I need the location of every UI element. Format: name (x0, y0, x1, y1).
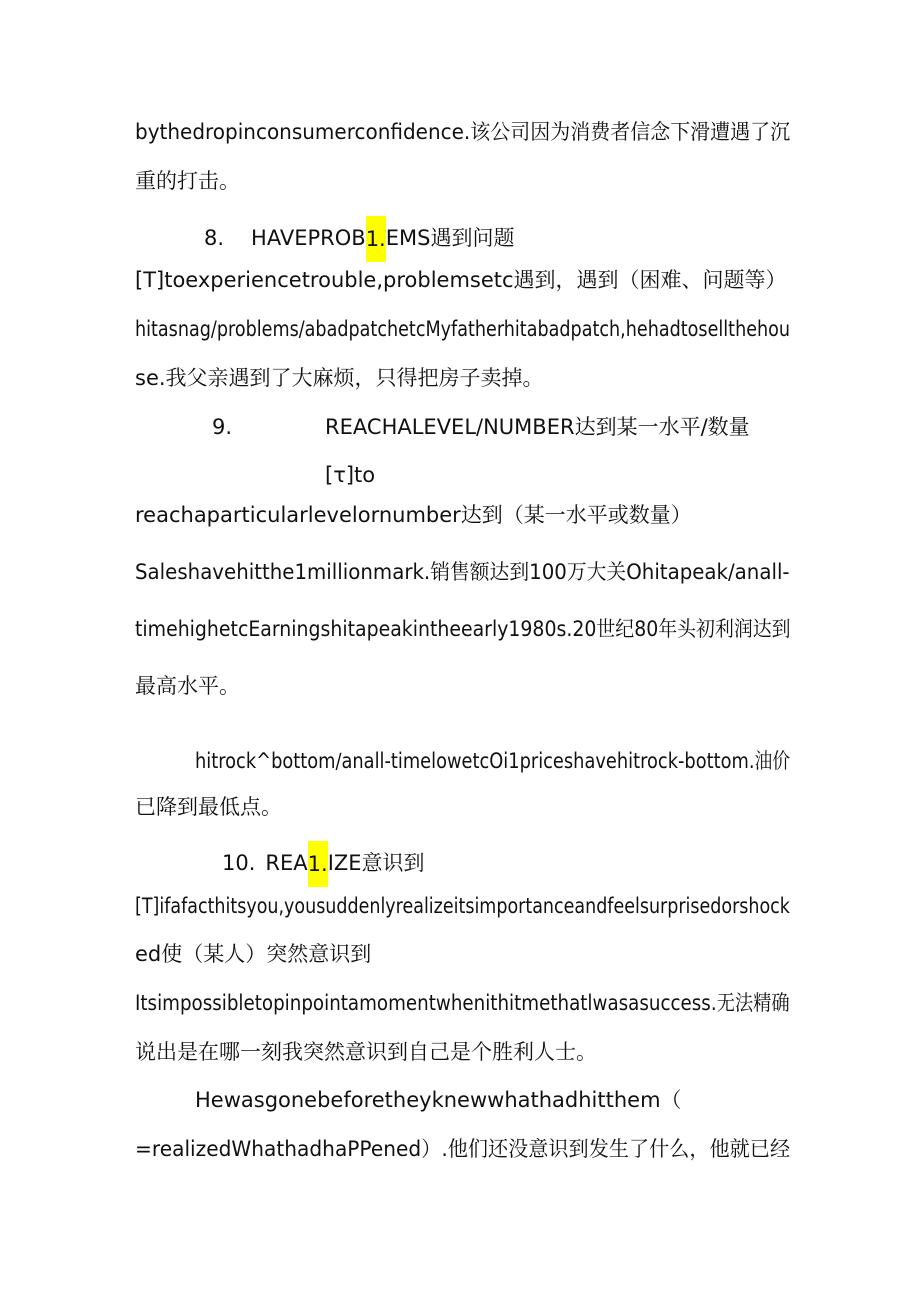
heading-number: 9. (212, 415, 233, 439)
heading-text: HAVEPROB (251, 226, 366, 250)
paragraph-line: hitrock^bottom∕anall-timelowetcOi1priceshavehitrock-bottom.油价 (195, 749, 791, 773)
heading-text: REACHALEVEL/NUMBER达到某一水平/数量 (325, 415, 750, 439)
paragraph-line: [T]ifafacthitsyou,yousuddenlyrealizeitsimportanceandfeelsurprisedorshock (135, 894, 790, 918)
paragraph-line: Hewasgonebeforetheyknewwhathadhitthem（ (195, 1088, 682, 1112)
highlight-mark: 1. (366, 216, 386, 262)
paragraph-line: ed使（某人）突然意识到 (135, 942, 372, 966)
paragraph-line: se.我父亲遇到了大麻烦，只得把房子卖掉。 (135, 366, 544, 390)
paragraph-line: Saleshavehitthe1millionmark.销售额达到100万大关Ohitapeak/anall- (135, 560, 790, 584)
paragraph-line: 说出是在哪一刻我突然意识到自己是个胜利人士。 (135, 1040, 597, 1064)
heading-9 (212, 412, 750, 442)
heading-number: 8. (204, 226, 225, 250)
heading-8 (204, 216, 514, 262)
heading-sub: [τ]to (325, 463, 376, 487)
paragraph-line: bythedropinconsumerconfidence.该公司因为消费者信念下滑遭遇了沉 (135, 120, 791, 144)
paragraph-line: timehighetcEarningshitapeakintheearly1980s.20世纪80年头初利润达到 (135, 617, 791, 641)
paragraph-line: reachaparticularlevelornumber达到（某一水平或数量） (135, 503, 692, 527)
heading-text: EMS遇到问题 (385, 226, 515, 250)
heading-10 (222, 841, 425, 887)
paragraph-line: [T]toexperiencetrouble,problemsetc遇到，遇到（困难、问题等） (135, 268, 787, 292)
highlight-mark: 1. (308, 841, 328, 887)
paragraph-line: hitasnag/problems/abadpatchetcMyfatherhitabadpatch,hehadtosellthehou (135, 317, 791, 341)
paragraph-line: =realizedWhathadhaPPened）.他们还没意识到发生了什么，他就已经 (135, 1137, 791, 1161)
heading-number: 10. (222, 851, 256, 875)
paragraph-line: Itsimpossibletopinpointamomentwhenithitmethatlwasasuccess.无法精确 (135, 991, 790, 1015)
heading-text: IZE意识到 (327, 851, 425, 875)
paragraph-line: 重的打击。 (135, 169, 240, 193)
paragraph-line: 最高水平。 (135, 674, 240, 698)
heading-text: REA (265, 851, 308, 875)
paragraph-line: 已降到最低点。 (135, 795, 282, 819)
